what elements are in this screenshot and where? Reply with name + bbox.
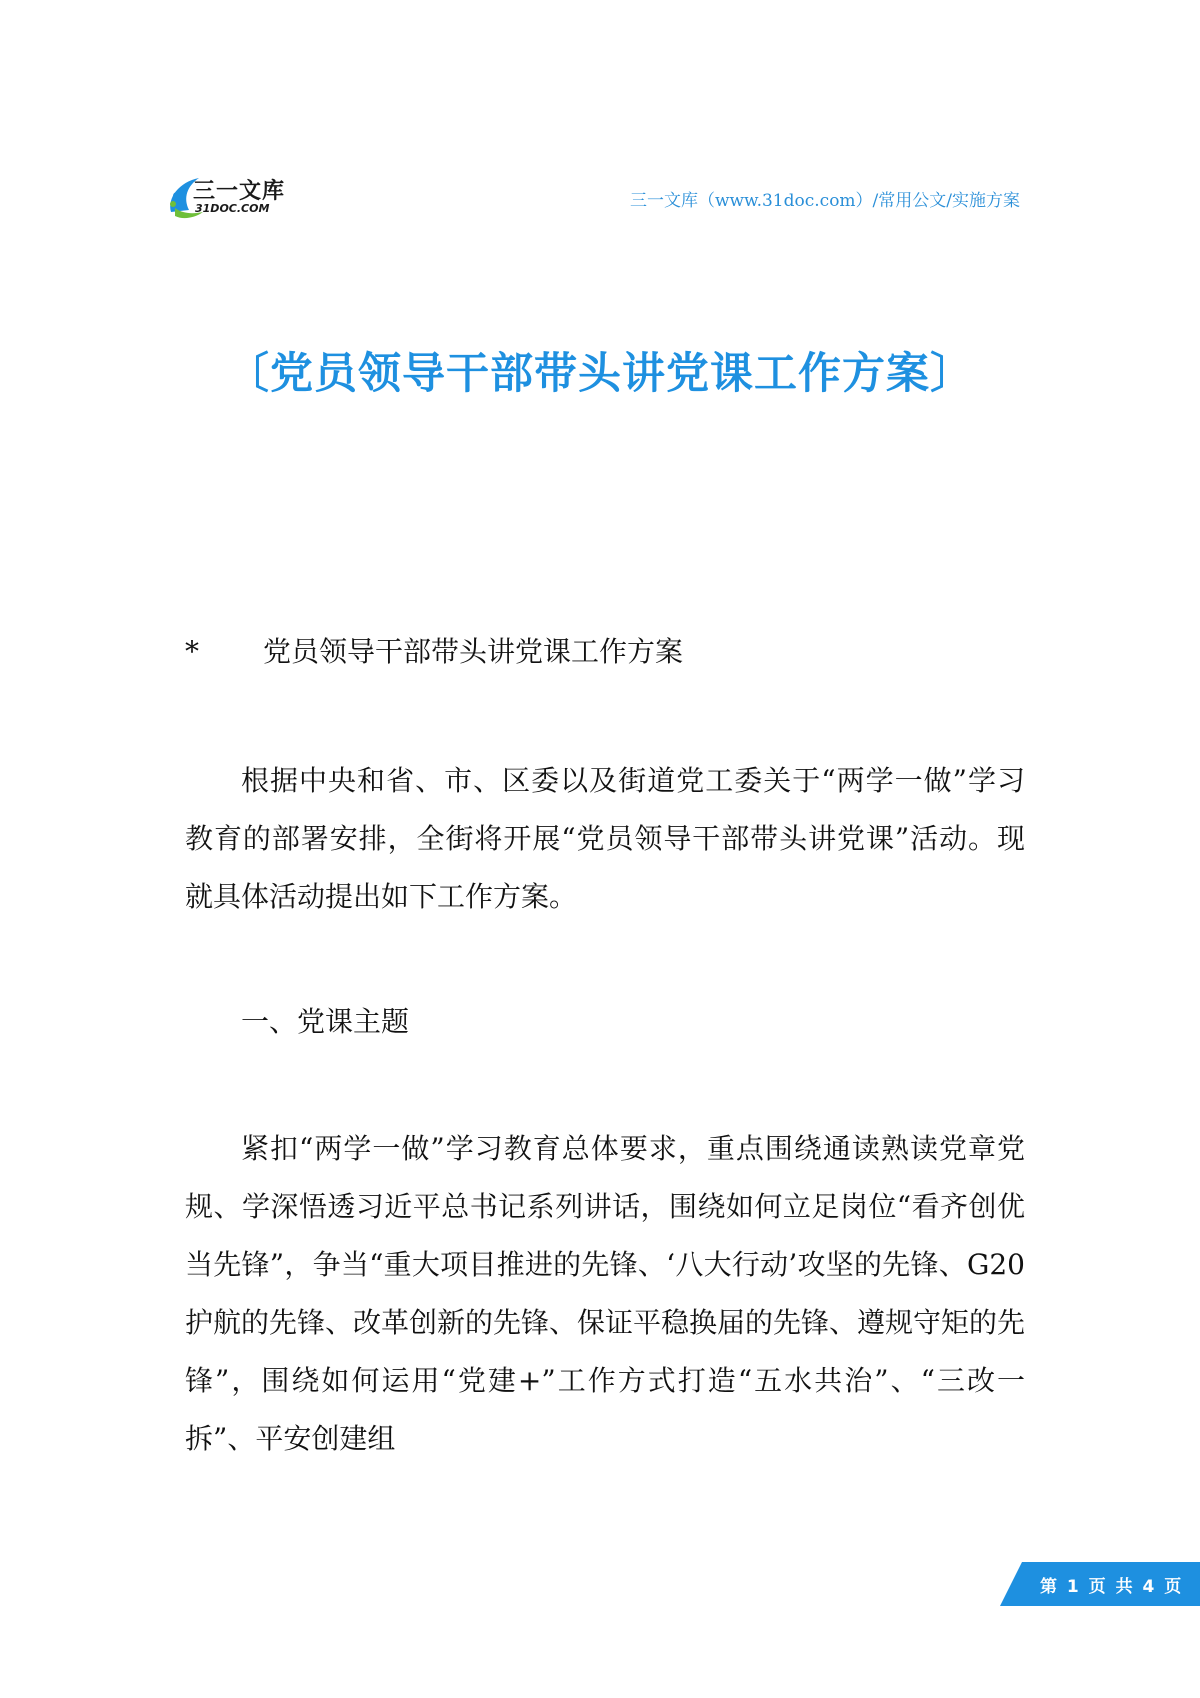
document-title: 〔党员领导干部带头讲党课工作方案〕 xyxy=(226,349,974,399)
subheading-text: 党员领导干部带头讲党课工作方案 xyxy=(263,635,684,668)
page-header xyxy=(0,0,1200,240)
bullet-marker: * xyxy=(185,635,199,668)
paragraph-intro: 根据中央和省、市、区委以及街道党工委关于“两学一做”学习教育的部署安排，全街将开展“党员领导干部带头讲党课”活动。现就具体活动提出如下工作方案。 xyxy=(185,764,1025,913)
logo-text: 三一文库 xyxy=(193,179,286,204)
page-indicator-badge xyxy=(1000,1562,1200,1606)
breadcrumb[interactable]: 三一文库（www.31doc.com）/常用公文/实施方案 xyxy=(629,191,1020,211)
logo-subtext: 31DOC.COM xyxy=(195,202,270,215)
section-heading: 一、党课主题 xyxy=(241,1005,410,1038)
site-logo[interactable] xyxy=(165,168,315,228)
page-indicator: 第 1 页 共 4 页 xyxy=(1040,1577,1184,1597)
paragraph-theme: 紧扣“两学一做”学习教育总体要求，重点围绕通读熟读党章党规、学深悟透习近平总书记系列讲话，围绕如何立足岗位“看齐创优当先锋”，争当“重大项目推进的先锋、‘八大行动’攻坚的先锋、G20护航的先锋、改革创新的先锋、保证平稳换届的先锋、遵规守矩的先锋”，围绕如何运用“党建+”工作方式打造“五水共治”、“三改一拆”、平安创建组 xyxy=(185,1132,1026,1455)
document-subheading xyxy=(185,630,683,670)
